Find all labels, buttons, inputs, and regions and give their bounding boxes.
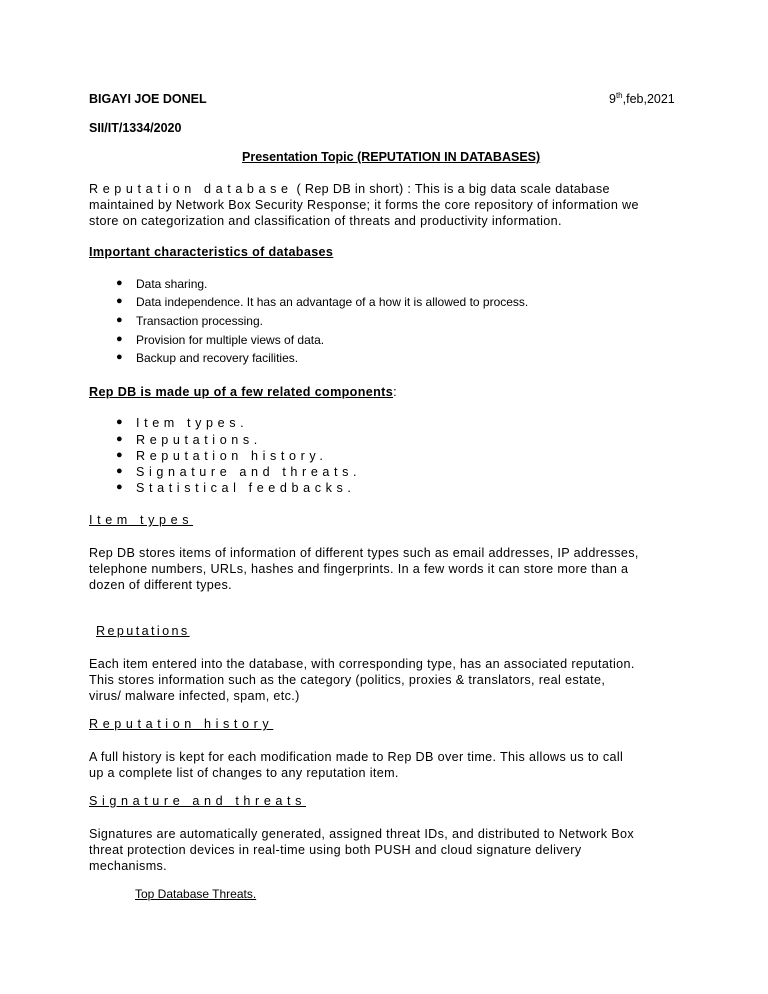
bullet-icon: ● — [116, 351, 123, 363]
item-types-line-2: telephone numbers, URLs, hashes and fingerprints. In a few words it can store more than a — [89, 562, 629, 576]
bullet-icon: ● — [116, 416, 123, 428]
signature-threats-heading: Signature and threats — [89, 794, 307, 808]
reputation-history-heading: Reputation history — [89, 717, 274, 731]
intro-line-1-rest: ( Rep DB in short) : This is a big data scale database — [292, 182, 610, 196]
bullet-icon: ● — [116, 433, 123, 445]
bullet-icon: ● — [116, 314, 123, 326]
reputations-line-1: Each item entered into the database, with corresponding type, has an associated reputation. — [89, 657, 635, 671]
signature-threats-line-3: mechanisms. — [89, 859, 168, 873]
date-rest: ,feb,2021 — [622, 92, 675, 107]
signature-threats-line-2: threat protection devices in real-time using both PUSH and cloud signature delivery — [89, 843, 582, 857]
item-types-line-1: Rep DB stores items of information of different types such as email addresses, IP addresses, — [89, 546, 639, 560]
intro-line-3: store on categorization and classification of threats and productivity information. — [89, 214, 562, 228]
bullet-icon: ● — [116, 295, 123, 307]
item-types-line-3: dozen of different types. — [89, 578, 232, 592]
item-types-heading: Item types — [89, 513, 194, 527]
date-suffix: th — [615, 91, 623, 100]
bullet-icon: ● — [116, 277, 123, 289]
document-date — [609, 91, 675, 106]
intro-term: Reputation database — [89, 182, 293, 196]
reputations-heading: Reputations — [96, 624, 190, 638]
bullet-icon: ● — [116, 449, 123, 461]
components-heading — [89, 384, 397, 400]
bullet-icon: ● — [116, 333, 123, 345]
author-name: BIGAYI JOE DONEL — [89, 92, 207, 106]
bullet-icon: ● — [116, 465, 123, 477]
intro-line-2: maintained by Network Box Security Response; it forms the core repository of information we — [89, 198, 639, 212]
components-heading-text: Rep DB is made up of a few related components — [89, 385, 394, 399]
bullet-icon: ● — [116, 481, 123, 493]
intro-line-1 — [89, 181, 610, 197]
date-day: 9 — [609, 92, 616, 107]
reputation-history-line-1: A full history is kept for each modification made to Rep DB over time. This allows us to call — [89, 750, 624, 764]
reputations-line-3: virus/ malware infected, spam, etc.) — [89, 689, 300, 703]
student-id: SII/IT/1334/2020 — [89, 121, 182, 135]
components-heading-colon: : — [393, 385, 397, 399]
signature-threats-line-1: Signatures are automatically generated, assigned threat IDs, and distributed to Network Box — [89, 827, 634, 841]
reputation-history-line-2: up a complete list of changes to any reputation item. — [89, 766, 399, 780]
presentation-title: Presentation Topic (REPUTATION IN DATABASES) — [242, 150, 541, 164]
characteristics-heading: Important characteristics of databases — [89, 245, 334, 259]
reputations-line-2: This stores information such as the category (politics, proxies & translators, real estate, — [89, 673, 606, 687]
top-database-threats-link[interactable]: Top Database Threats. — [135, 887, 257, 901]
